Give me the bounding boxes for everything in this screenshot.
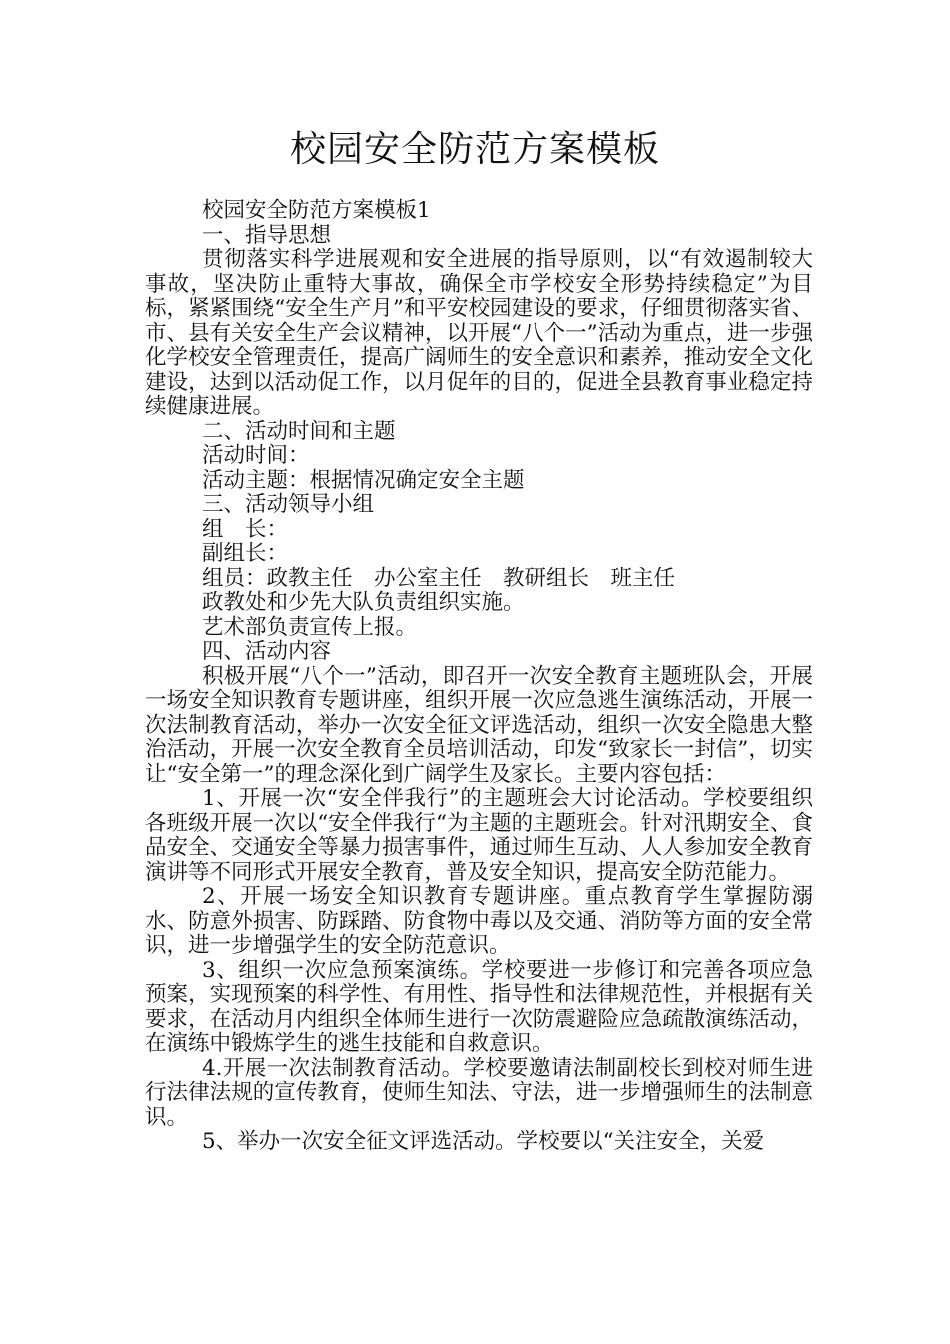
activity-theme-line: 活动主题：根据情况确定安全主题 (202, 467, 525, 493)
item-3-drill: 3、组织一次应急预案演练。学校要进一步修订和完善各项应急预案，实现预案的科学性、有用性、指导性和法律规范性，并根据有关要求，在活动月内组织全体师生进行一次防震避险应急疏散演练活动，在演练中锻炼学生的逃生技能和自救意识。 (145, 957, 813, 1056)
heading-activity-content: 四、活动内容 (202, 639, 332, 664)
deputy-leader-line: 副组长： (202, 541, 289, 566)
item-4-legal-education: 4.开展一次法制教育活动。学校要邀请法制副校长到校对师生进行法律法规的宣传教育，使师生知法、守法，进一步增强师生的法制意识。 (145, 1055, 813, 1130)
heading-guiding-thought: 一、指导思想 (202, 222, 332, 248)
item-2-lecture: 2、开展一场安全知识教育专题讲座。重点教育学生掌握防溺水、防意外损害、防踩踏、防食物中毒以及交通、消防等方面的安全常识，进一步增强学生的安全防范意识。 (145, 884, 813, 958)
item-1-class-meeting: 1、开展一次“安全伴我行”的主题班会大讨论活动。学校要组织各班级开展一次以“安全伴我行“为主题的主题班会。针对汛期安全、食品安全、交通安全等暴力损害事件，通过师生互动、人人参加安全教育演讲等不同形式开展安全教育，普及安全知识，提高安全防范能力。 (145, 786, 813, 885)
members-line: 组员：政教主任 办公室主任 教研组长 班主任 (202, 565, 676, 591)
item-5-essay-contest: 5、举办一次安全征文评选活动。学校要以“关注安全，关爱 (202, 1129, 765, 1154)
heading-leadership-group: 三、活动领导小组 (202, 492, 375, 517)
publicity-line: 艺术部负责宣传上报。 (202, 614, 418, 640)
organizer-line: 政教处和少先大队负责组织实施。 (202, 590, 525, 615)
document-title: 校园安全防范方案模板 (289, 129, 660, 170)
paragraph-eight-activities: 积极开展“八个一”活动，即召开一次安全教育主题班队会，开展一场安全知识教育专题讲座，组织开展一次应急逃生演练活动，开展一次法制教育活动，举办一次安全征文评选活动，组织一次安全隐患大整治活动，开展一次安全教育全员培训活动，印发“致家长一封信”，切实让“安全第一”的理念深化到广阔学生及家长。主要内容包括： (145, 663, 813, 787)
group-leader-line: 组 长： (202, 516, 289, 542)
document-body (145, 199, 813, 1155)
section-subtitle: 校园安全防范方案模板1 (202, 198, 431, 223)
activity-time-line: 活动时间： (202, 443, 310, 468)
heading-activity-time-theme: 二、活动时间和主题 (202, 418, 396, 444)
paragraph-guiding-thought: 贯彻落实科学进展观和安全进展的指导原则，以“有效遏制较大事故，坚决防止重特大事故，确保全市学校安全形势持续稳定”为目标，紧紧围绕“安全生产月”和平安校园建设的要求，仔细贯彻落实省、市、县有关安全生产会议精神，以开展“八个一”活动为重点，进一步强化学校安全管理责任，提高广阔师生的安全意识和素养，推动安全文化建设，达到以活动促工作，以月促年的目的，促进全县教育事业稳定持续健康进展。 (145, 247, 813, 419)
